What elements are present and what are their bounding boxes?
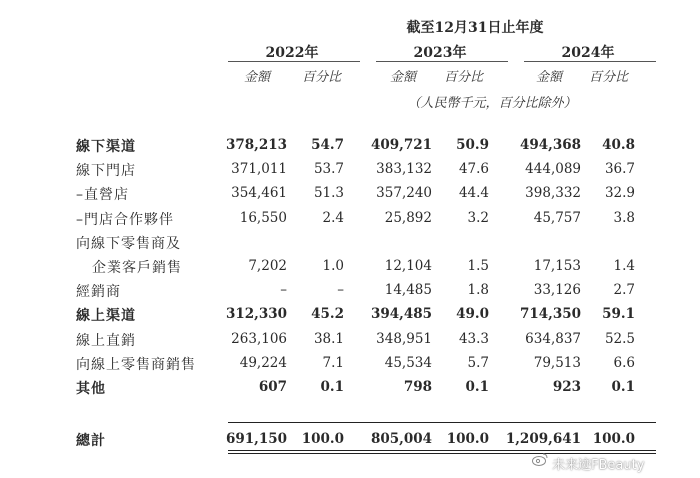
amount-cell: 371,011 (231, 161, 287, 178)
percent-cell: 2.7 (613, 282, 635, 299)
percent-cell: 51.3 (313, 185, 344, 202)
amount-cell: 17,153 (533, 258, 581, 274)
amount-cell: 398,332 (525, 185, 581, 202)
total-amount-cell: 691,150 (225, 431, 287, 447)
percent-cell: 38.1 (313, 330, 344, 347)
amount-cell: 263,106 (231, 330, 287, 347)
watermark-text: 未来迹FBeauty (552, 458, 645, 473)
col-pct-2023: 百分比 (444, 70, 484, 85)
percent-cell: 59.1 (602, 306, 635, 323)
amount-cell: 923 (552, 379, 581, 395)
col-amount-2023: 金額 (390, 70, 417, 85)
percent-cell: 40.8 (602, 137, 635, 153)
amount-cell: 45,534 (384, 354, 432, 371)
year-underline-2022 (228, 61, 360, 62)
row-label: 向線下零售商及 (76, 235, 181, 252)
percent-cell: 0.1 (465, 379, 489, 395)
amount-cell: 14,485 (384, 282, 432, 299)
amount-cell: 49,224 (239, 354, 287, 371)
amount-cell: 494,368 (519, 137, 581, 153)
percent-cell: 1.8 (467, 282, 489, 299)
percent-cell: 1.5 (467, 258, 489, 274)
row-label: –門店合作夥伴 (76, 211, 174, 228)
amount-cell: 354,461 (231, 185, 287, 202)
row-label: 經銷商 (76, 284, 121, 301)
amount-cell: 714,350 (519, 306, 581, 323)
weibo-icon (532, 452, 548, 466)
period-heading: 截至12月31日止年度 (406, 20, 544, 36)
total-top-rule (228, 422, 656, 423)
total-percent-cell: 100.0 (446, 431, 489, 447)
percent-cell: 49.0 (456, 306, 489, 323)
percent-cell: 3.2 (467, 209, 489, 226)
total-percent-cell: 100.0 (592, 431, 635, 447)
amount-cell: 45,757 (533, 209, 581, 226)
total-double-rule-1 (228, 450, 656, 451)
percent-cell: 36.7 (604, 161, 635, 178)
amount-cell: 409,721 (370, 137, 432, 153)
year-header-2023: 2023年 (413, 45, 467, 61)
total-amount-cell: 805,004 (370, 431, 432, 447)
percent-cell: 43.3 (458, 330, 489, 347)
col-amount-2024: 金額 (536, 70, 563, 85)
percent-cell: 50.9 (456, 137, 489, 153)
row-label: 向線上零售商銷售 (76, 356, 196, 373)
amount-cell: 798 (403, 379, 432, 395)
total-amount-cell: 1,209,641 (505, 431, 581, 447)
percent-cell: 45.2 (311, 306, 344, 323)
row-label: 線下門店 (76, 163, 136, 180)
percent-cell: 2.4 (322, 209, 344, 226)
percent-cell: 54.7 (311, 137, 344, 153)
percent-cell: 1.0 (322, 258, 344, 274)
percent-cell: 52.5 (604, 330, 635, 347)
amount-cell: 378,213 (225, 137, 287, 153)
percent-cell: 6.6 (613, 354, 635, 371)
amount-cell: 12,104 (384, 258, 432, 274)
amount-cell: 348,951 (376, 330, 432, 347)
year-header-2022: 2022年 (265, 45, 319, 61)
row-label: 線上渠道 (76, 308, 136, 325)
amount-cell: 444,089 (525, 161, 581, 178)
percent-cell: 1.4 (613, 258, 635, 274)
amount-cell: 383,132 (376, 161, 432, 178)
percent-cell: 3.8 (613, 209, 635, 226)
amount-cell: 357,240 (376, 185, 432, 202)
amount-cell: 79,513 (533, 354, 581, 371)
year-underline-2024 (524, 61, 656, 62)
percent-cell: 0.1 (320, 379, 344, 395)
amount-cell: 394,485 (370, 306, 432, 323)
total-label: 總計 (76, 433, 106, 449)
col-pct-2022: 百分比 (302, 70, 342, 85)
amount-cell: 16,550 (239, 209, 287, 226)
amount-cell: 607 (258, 379, 287, 395)
amount-cell: – (280, 282, 287, 299)
row-label: –直營店 (76, 187, 129, 204)
amount-cell: 33,126 (533, 282, 581, 299)
percent-cell: 44.4 (458, 185, 489, 202)
year-header-2024: 2024年 (561, 45, 615, 61)
total-percent-cell: 100.0 (301, 431, 344, 447)
amount-cell: 7,202 (248, 258, 287, 274)
percent-cell: – (337, 282, 344, 299)
unit-note: （人民幣千元，百分比除外） (407, 96, 577, 111)
amount-cell: 25,892 (384, 209, 432, 226)
row-label: 線上直銷 (76, 332, 136, 349)
amount-cell: 634,837 (525, 330, 581, 347)
percent-cell: 32.9 (604, 185, 635, 202)
row-label: 其他 (76, 381, 106, 397)
year-underline-2023 (376, 61, 508, 62)
percent-cell: 53.7 (313, 161, 344, 178)
col-amount-2022: 金額 (244, 70, 271, 85)
row-label: 線下渠道 (76, 139, 136, 155)
percent-cell: 5.7 (467, 354, 489, 371)
col-pct-2024: 百分比 (589, 70, 629, 85)
percent-cell: 47.6 (458, 161, 489, 178)
percent-cell: 7.1 (322, 354, 344, 371)
row-label: 企業客戶銷售 (92, 260, 182, 276)
percent-cell: 0.1 (611, 379, 635, 395)
amount-cell: 312,330 (225, 306, 287, 323)
